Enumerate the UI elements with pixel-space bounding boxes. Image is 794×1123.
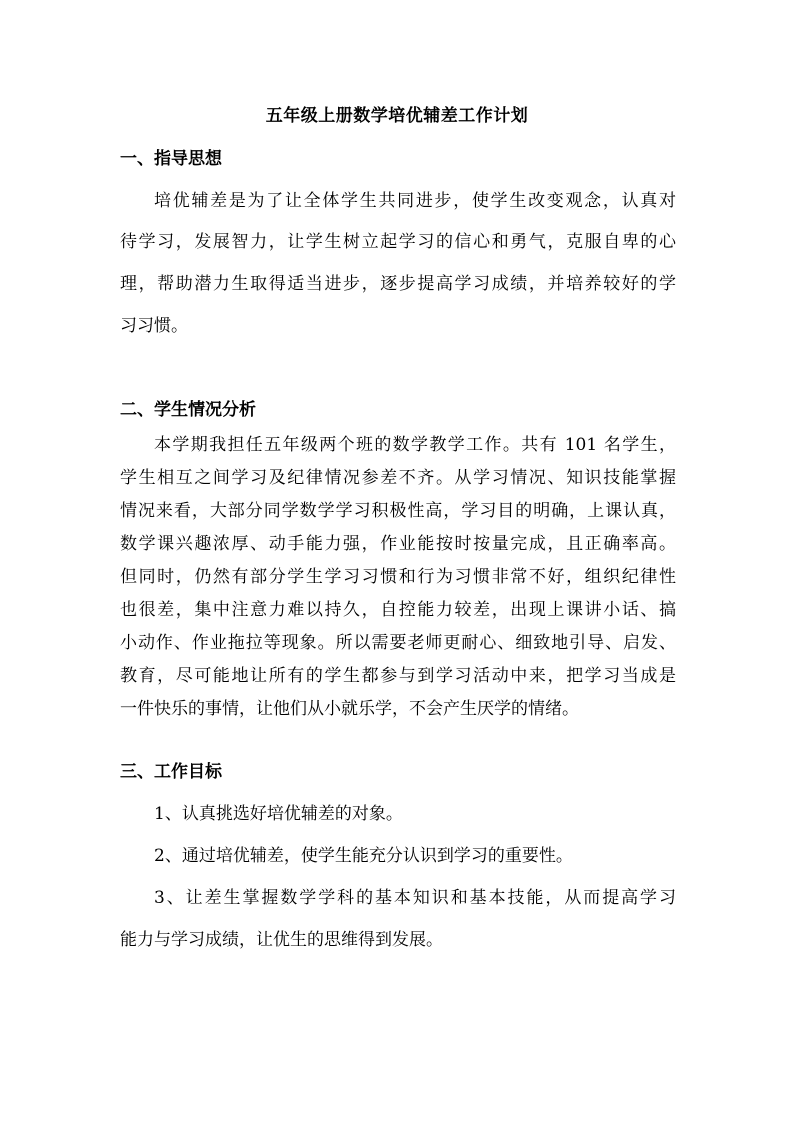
paragraph-line: 习习惯。	[120, 316, 188, 336]
paragraph-line: 待学习，发展智力，让学生树立起学习的信心和勇气，克服自卑的心	[120, 232, 676, 252]
paragraph-line: 但同时，仍然有部分学生学习习惯和行为习惯非常不好，组织纪律性	[120, 567, 676, 587]
section-heading-student-analysis: 二、学生情况分析	[120, 400, 256, 420]
document-title: 五年级上册数学培优辅差工作计划	[265, 106, 529, 126]
paragraph-line: 理，帮助潜力生取得适当进步，逐步提高学习成绩，并培养较好的学	[120, 274, 676, 294]
paragraph-line: 小动作、作业拖拉等现象。所以需要老师更耐心、细致地引导、启发、	[120, 633, 676, 653]
paragraph-line: 一件快乐的事情，让他们从小就乐学，不会产生厌学的情绪。	[120, 699, 579, 719]
paragraph-line: 也很差，集中注意力难以持久，自控能力较差，出现上课讲小话、搞	[120, 600, 676, 620]
paragraph-line: 本学期我担任五年级两个班的数学教学工作。共有 101 名学生，	[154, 435, 676, 455]
paragraph-line: 情况来看，大部分同学数学学习积极性高，学习目的明确，上课认真，	[120, 501, 676, 521]
section-heading-work-goals: 三、工作目标	[120, 762, 222, 782]
paragraph-line: 学生相互之间学习及纪律情况参差不齐。从学习情况、知识技能掌握	[120, 468, 676, 488]
section-heading-guiding-principle: 一、指导思想	[120, 149, 222, 169]
goal-item: 3、让差生掌握数学学科的基本知识和基本技能，从而提高学习	[154, 888, 676, 908]
paragraph-line: 教育，尽可能地让所有的学生都参与到学习活动中来，把学习当成是	[120, 666, 676, 686]
goal-item-continuation: 能力与学习成绩，让优生的思维得到发展。	[120, 930, 443, 950]
goal-item: 2、通过培优辅差，使学生能充分认识到学习的重要性。	[154, 846, 573, 866]
paragraph-line: 培优辅差是为了让全体学生共同进步，使学生改变观念，认真对	[154, 191, 676, 211]
paragraph-line: 数学课兴趣浓厚、动手能力强，作业能按时按量完成，且正确率高。	[120, 534, 676, 554]
goal-item: 1、认真挑选好培优辅差的对象。	[154, 804, 403, 824]
